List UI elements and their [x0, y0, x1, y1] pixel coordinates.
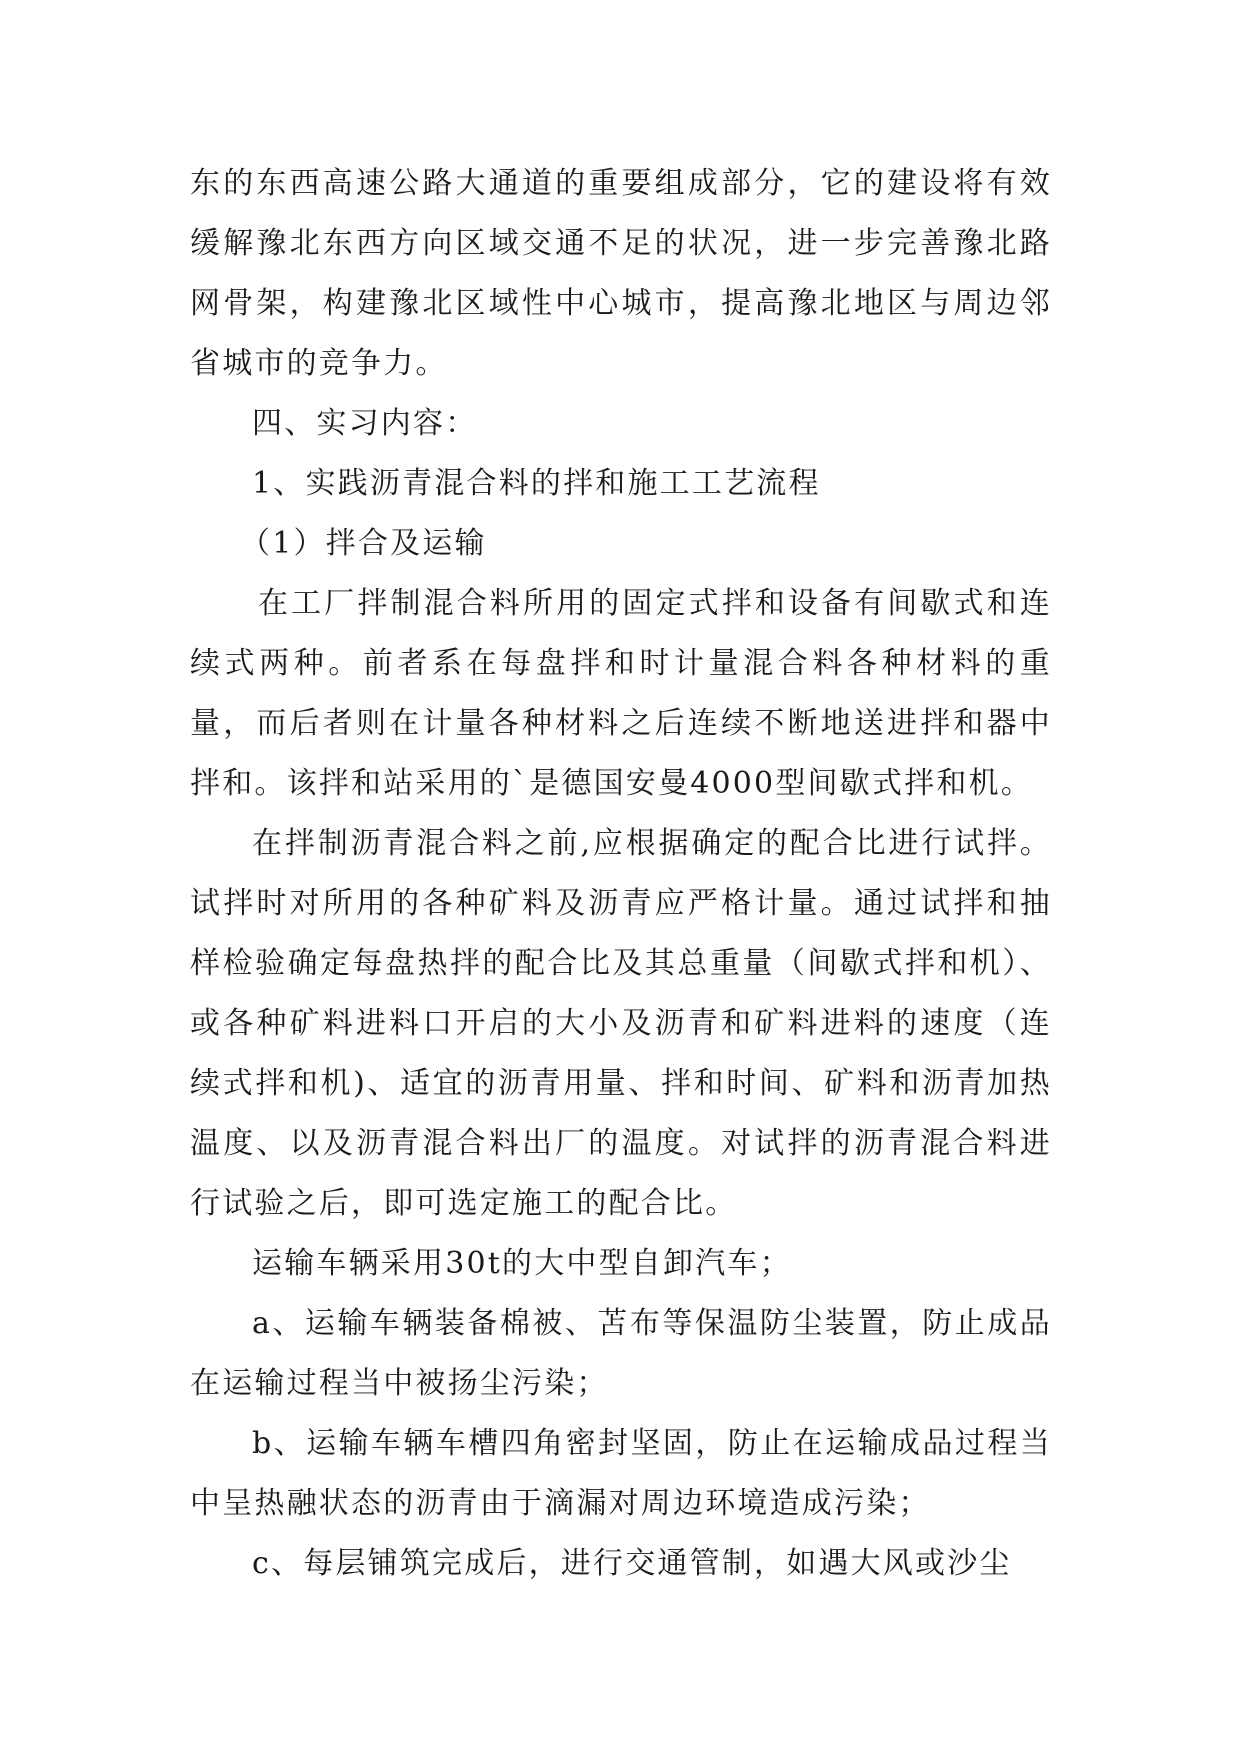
- paragraph-mixing-equipment: 在工厂拌制混合料所用的固定式拌和设备有间歇式和连续式两种。前者系在每盘拌和时计量混合料各种材料的重量，而后者则在计量各种材料之后连续不断地送进拌和器中拌和。该拌和站采用的`是德国安曼4000型间歇式拌和机。: [190, 586, 1052, 801]
- document-body: [190, 154, 1052, 1594]
- paragraph-transport-vehicles: 运输车辆采用30t的大中型自卸汽车；: [252, 1246, 792, 1281]
- list-item-a-insulation: a、运输车辆装备棉被、苫布等保温防尘装置，防止成品在运输过程当中被扬尘污染；: [190, 1306, 1052, 1401]
- paragraph-trial-mixing: 在拌制沥青混合料之前,应根据确定的配合比进行试拌。试拌时对所用的各种矿料及沥青应严格计量。通过试拌和抽样检验确定每盘热拌的配合比及其总重量（间歇式拌和机）、或各种矿料进料口开启的大小及沥青和矿料进料的速度（连续式拌和机)、适宜的沥青用量、拌和时间、矿料和沥青加热温度、以及沥青混合料出厂的温度。对试拌的沥青混合料进行试验之后，即可选定施工的配合比。: [190, 826, 1052, 1221]
- list-item-b-sealing: b、运输车辆车槽四角密封坚固，防止在运输成品过程当中呈热融状态的沥青由于滴漏对周边环境造成污染；: [190, 1426, 1052, 1521]
- paragraph-project-significance: 东的东西高速公路大通道的重要组成部分，它的建设将有效缓解豫北东西方向区域交通不足的状况，进一步完善豫北路网骨架，构建豫北区域性中心城市，提高豫北地区与周边邻省城市的竞争力。: [190, 166, 1052, 381]
- subheading-mixing-and-transport: （1）拌合及运输: [240, 526, 487, 561]
- list-item-c-traffic-control: c、每层铺筑完成后，进行交通管制，如遇大风或沙尘: [252, 1546, 1012, 1581]
- section-heading-internship-content: 四、实习内容：: [252, 406, 478, 441]
- subheading-asphalt-mixing-process: 1、实践沥青混合料的拌和施工工艺流程: [252, 466, 821, 501]
